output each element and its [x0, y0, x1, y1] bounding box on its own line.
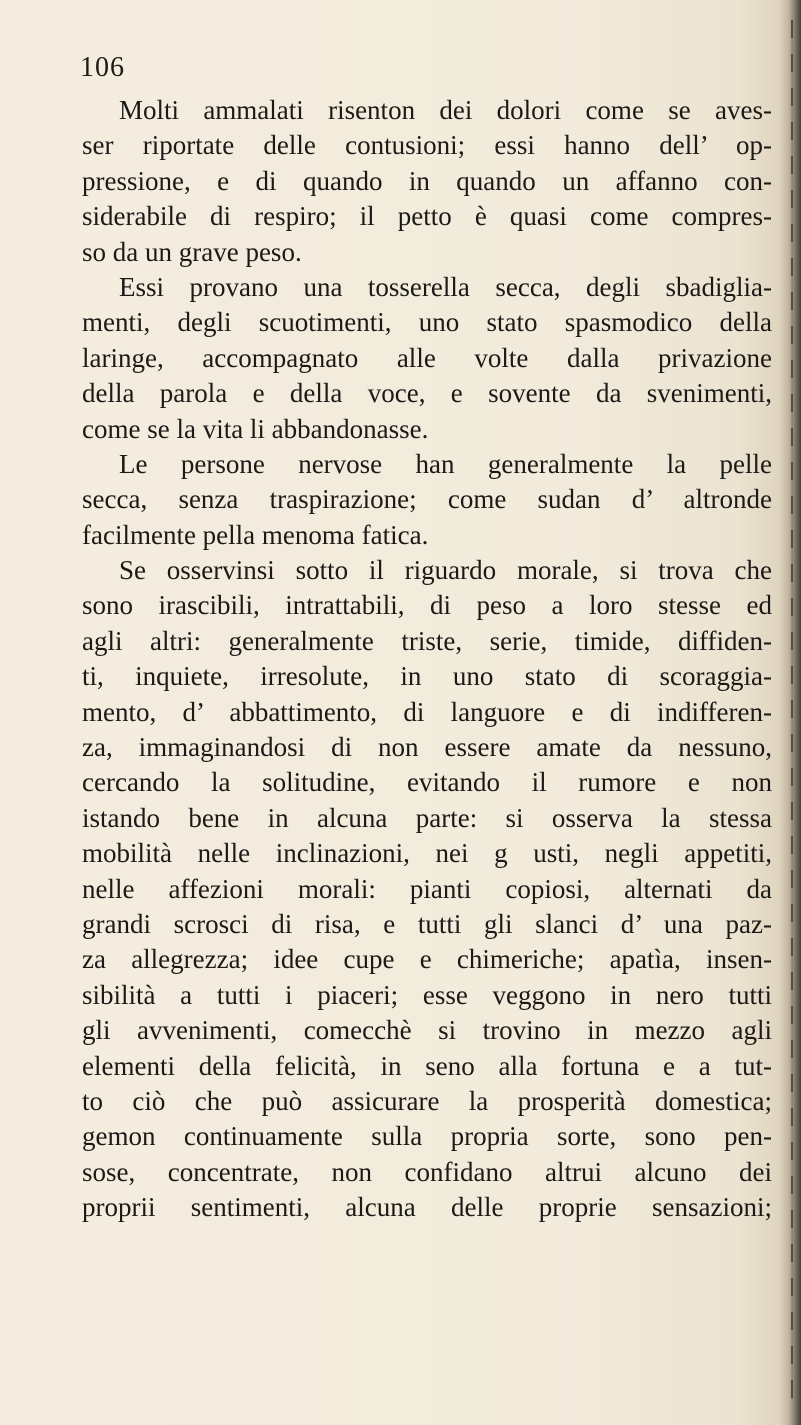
text-line: facilmente pella menoma fatica. — [82, 519, 429, 550]
text-line: secca, senza traspirazione; come sudan d’ altronde — [82, 484, 772, 515]
text-line: proprii sentimenti, alcuna delle proprie sensazioni; — [82, 1192, 772, 1223]
text-line: grandi scrosci di risa, e tutti gli slanci d’ una paz- — [82, 908, 772, 939]
text-line: za allegrezza; idee cupe e chimeriche; apatìa, insen- — [82, 944, 772, 975]
text-line: gemon continuamente sulla propria sorte, sono pen- — [82, 1121, 772, 1152]
text-line: nelle affezioni morali: pianti copiosi, alternati da — [82, 873, 772, 904]
text-line: come se la vita li abbandonasse. — [82, 413, 429, 444]
text-line: cercando la solitudine, evitando il rumore e non — [82, 767, 772, 798]
text-line: mobilità nelle inclinazioni, nei g usti, negli appetiti, — [82, 838, 772, 869]
text-line: sose, concentrate, non confidano altrui alcuno dei — [82, 1156, 772, 1187]
text-line: sibilità a tutti i piaceri; esse veggono in nero tutti — [82, 979, 772, 1010]
text-line: Se osservinsi sotto il riguardo morale, si trova che — [119, 555, 772, 586]
text-line: sono irascibili, intrattabili, di peso a loro stesse ed — [82, 590, 772, 621]
text-line: za, immaginandosi di non essere amate da nessuno, — [82, 732, 772, 763]
page-edge — [791, 20, 793, 1400]
text-line: gli avvenimenti, comecchè si trovino in mezzo agli — [82, 1015, 772, 1046]
text-line: della parola e della voce, e sovente da svenimenti, — [82, 378, 772, 409]
text-line: Molti ammalati risenton dei dolori come se aves- — [119, 95, 772, 125]
text-line: mento, d’ abbattimento, di languore e di indifferen- — [82, 696, 772, 727]
binding-shadow — [779, 0, 801, 1425]
body-text — [82, 93, 772, 1226]
text-line: ti, inquiete, irresolute, in uno stato di scoraggia- — [82, 661, 772, 692]
text-line: Le persone nervose han generalmente la pelle — [119, 448, 772, 479]
text-line: to ciò che può assicurare la prosperità domestica; — [82, 1085, 772, 1116]
text-line: so da un grave peso. — [82, 236, 302, 267]
text-line: siderabile di respiro; il petto è quasi come compres- — [82, 201, 772, 232]
text-line: Essi provano una tosserella secca, degli sbadiglia- — [119, 271, 772, 302]
text-line: ser riportate delle contusioni; essi hanno dell’ op- — [82, 130, 772, 161]
page-number: 106 — [80, 52, 125, 83]
text-line: laringe, accompagnato alle volte dalla privazione — [82, 342, 772, 373]
text-line: menti, degli scuotimenti, uno stato spasmodico della — [82, 307, 772, 338]
text-line: istando bene in alcuna parte: si osserva la stessa — [82, 802, 772, 833]
text-line: pressione, e di quando in quando un affanno con- — [82, 165, 772, 196]
text-line: agli altri: generalmente triste, serie, timide, diffiden- — [82, 625, 772, 656]
text-line: elementi della felicità, in seno alla fortuna e a tut- — [82, 1050, 772, 1081]
